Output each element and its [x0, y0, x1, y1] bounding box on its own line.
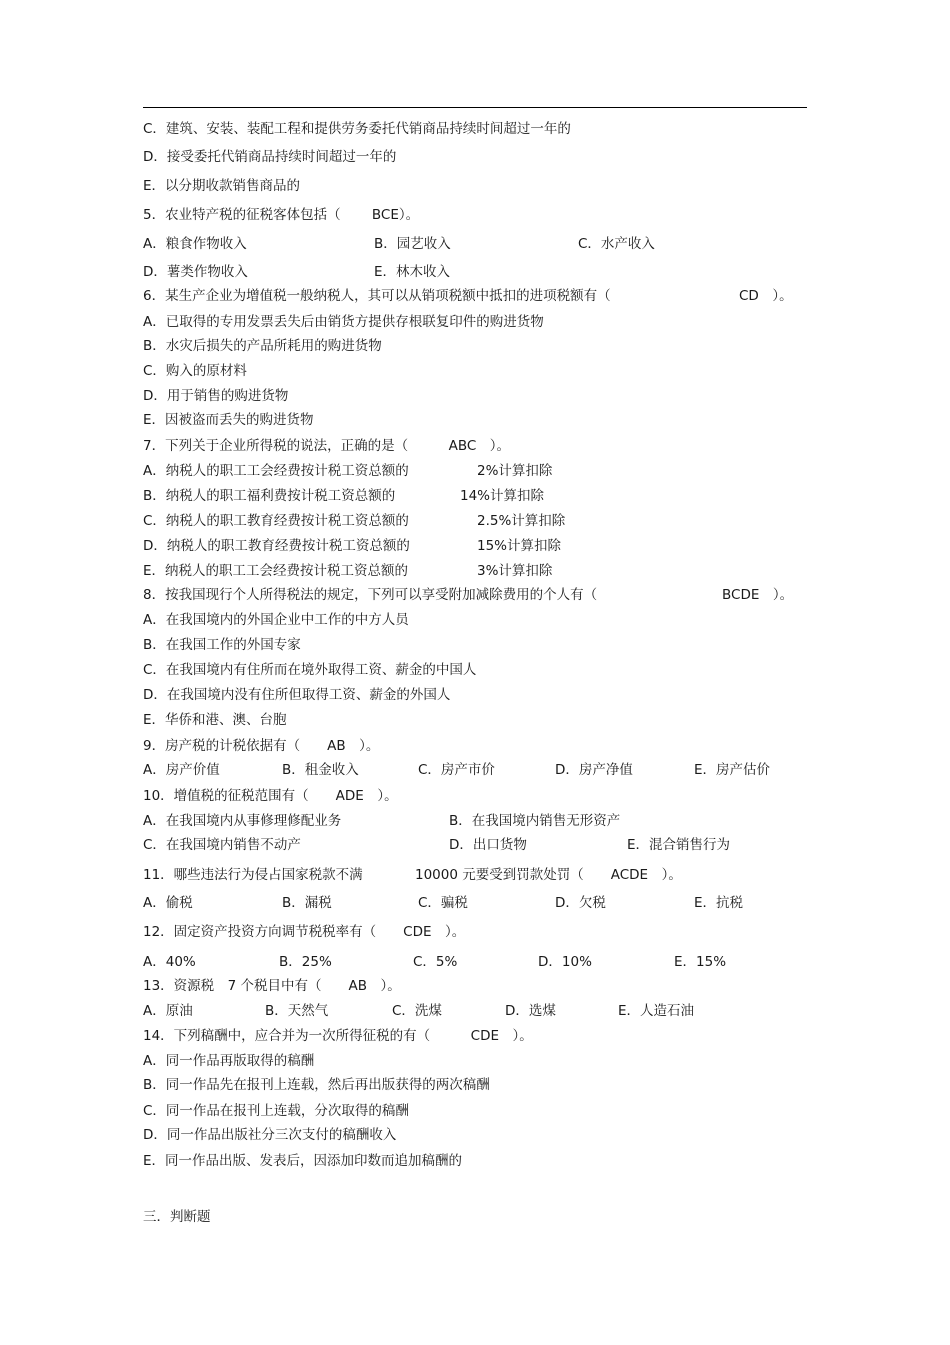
q7-option-a: A．纳税人的职工工会经费按计税工资总额的 [143, 463, 409, 479]
q7-stem: 7．下列关于企业所得税的说法，正确的是（ ABC ）。 [143, 438, 511, 454]
q6-option-e: E．因被盗而丢失的购进货物 [143, 412, 314, 428]
q10-option-c: C．在我国境内销售不动产 [143, 837, 301, 853]
q6-answer: CD ）。 [739, 288, 793, 304]
q14-option-b: B．同一作品先在报刊上连载，然后再出版获得的两次稿酬 [143, 1077, 490, 1093]
q12-option-c: C．5% [413, 954, 458, 970]
q11-option-e: E．抗税 [694, 895, 744, 911]
q5-option-d: D．薯类作物收入 [143, 264, 248, 280]
q13-option-d: D．选煤 [505, 1003, 556, 1019]
q6-stem: 6．某生产企业为增值税一般纳税人，其可以从销项税额中抵扣的进项税额有（ [143, 288, 611, 304]
q4-option-e: E．以分期收款销售商品的 [143, 178, 301, 194]
q13-option-c: C．洗煤 [392, 1003, 442, 1019]
q12-option-e: E．15% [674, 954, 727, 970]
q10-option-b: B．在我国境内销售无形资产 [449, 813, 621, 829]
q11-stem: 11．哪些违法行为侵占国家税款不满 [143, 867, 363, 883]
q5-option-a: A．粮食作物收入 [143, 236, 247, 252]
q12-option-b: B．25% [279, 954, 332, 970]
q13-option-b: B．天然气 [265, 1003, 329, 1019]
q12-option-a: A．40% [143, 954, 196, 970]
q14-stem: 14．下列稿酬中，应合并为一次所得征税的有（ CDE ）。 [143, 1028, 533, 1044]
q14-option-e: E．同一作品出版、发表后，因添加印数而追加稿酬的 [143, 1153, 463, 1169]
q4-option-c: C．建筑、安装、装配工程和提供劳务委托代销商品持续时间超过一年的 [143, 121, 571, 137]
q4-option-d: D．接受委托代销商品持续时间超过一年的 [143, 149, 397, 165]
q6-option-d: D．用于销售的购进货物 [143, 388, 289, 404]
q5-stem: 5．农业特产税的征税客体包括（ BCE）。 [143, 207, 420, 223]
q13-option-e: E．人造石油 [618, 1003, 695, 1019]
header-rule [143, 107, 807, 108]
q14-option-d: D．同一作品出版社分三次支付的稿酬收入 [143, 1127, 397, 1143]
q9-stem: 9．房产税的计税依据有（ AB ）。 [143, 738, 380, 754]
q5-option-b: B．园艺收入 [374, 236, 451, 252]
q7-option-c-rate: 2.5%计算扣除 [477, 513, 566, 529]
q14-option-a: A．同一作品再版取得的稿酬 [143, 1053, 315, 1069]
q8-option-e: E．华侨和港、澳、台胞 [143, 712, 287, 728]
q11-option-b: B．漏税 [282, 895, 332, 911]
q10-option-e: E．混合销售行为 [627, 837, 731, 853]
q7-option-c: C．纳税人的职工教育经费按计税工资总额的 [143, 513, 409, 529]
q10-stem: 10．增值税的征税范围有（ ADE ）。 [143, 788, 398, 804]
q5-option-c: C．水产收入 [578, 236, 655, 252]
q8-option-d: D．在我国境内没有住所但取得工资、薪金的外国人 [143, 687, 451, 703]
q5-option-e: E．林木收入 [374, 264, 451, 280]
section-heading-true-false: 三．判断题 [143, 1209, 211, 1225]
q8-option-b: B．在我国工作的外国专家 [143, 637, 301, 653]
q7-option-d: D．纳税人的职工教育经费按计税工资总额的 [143, 538, 410, 554]
q11-option-a: A．偷税 [143, 895, 193, 911]
q10-option-d: D．出口货物 [449, 837, 527, 853]
q10-option-a: A．在我国境内从事修理修配业务 [143, 813, 342, 829]
q9-option-d: D．房产净值 [555, 762, 633, 778]
q7-option-e-rate: 3%计算扣除 [477, 563, 553, 579]
q9-option-a: A．房产价值 [143, 762, 220, 778]
q7-option-e: E．纳税人的职工工会经费按计税工资总额的 [143, 563, 409, 579]
q9-option-c: C．房产市价 [418, 762, 495, 778]
q14-option-c: C．同一作品在报刊上连载，分次取得的稿酬 [143, 1103, 409, 1119]
q12-option-d: D．10% [538, 954, 592, 970]
q11-stem-tail: 10000 元要受到罚款处罚（ ACDE ）。 [415, 867, 682, 883]
q6-option-c: C．购入的原材料 [143, 363, 247, 379]
q7-option-b: B．纳税人的职工福利费按计税工资总额的 [143, 488, 396, 504]
q9-option-b: B．租金收入 [282, 762, 359, 778]
q11-option-d: D．欠税 [555, 895, 606, 911]
q8-answer: BCDE ）。 [722, 587, 794, 603]
q6-option-b: B．水灾后损失的产品所耗用的购进货物 [143, 338, 382, 354]
q11-option-c: C．骗税 [418, 895, 468, 911]
q13-option-a: A．原油 [143, 1003, 193, 1019]
q6-option-a: A．已取得的专用发票丢失后由销货方提供存根联复印件的购进货物 [143, 314, 544, 330]
q9-option-e: E．房产估价 [694, 762, 771, 778]
q8-option-a: A．在我国境内的外国企业中工作的中方人员 [143, 612, 409, 628]
q12-stem: 12．固定资产投资方向调节税税率有（ CDE ）。 [143, 924, 466, 940]
q8-option-c: C．在我国境内有住所而在境外取得工资、薪金的中国人 [143, 662, 477, 678]
q7-option-d-rate: 15%计算扣除 [477, 538, 562, 554]
q13-stem: 13．资源税 7 个税目中有（ AB ）。 [143, 978, 401, 994]
q7-option-b-rate: 14%计算扣除 [460, 488, 545, 504]
q7-option-a-rate: 2%计算扣除 [477, 463, 553, 479]
q8-stem: 8．按我国现行个人所得税法的规定，下列可以享受附加减除费用的个人有（ [143, 587, 598, 603]
